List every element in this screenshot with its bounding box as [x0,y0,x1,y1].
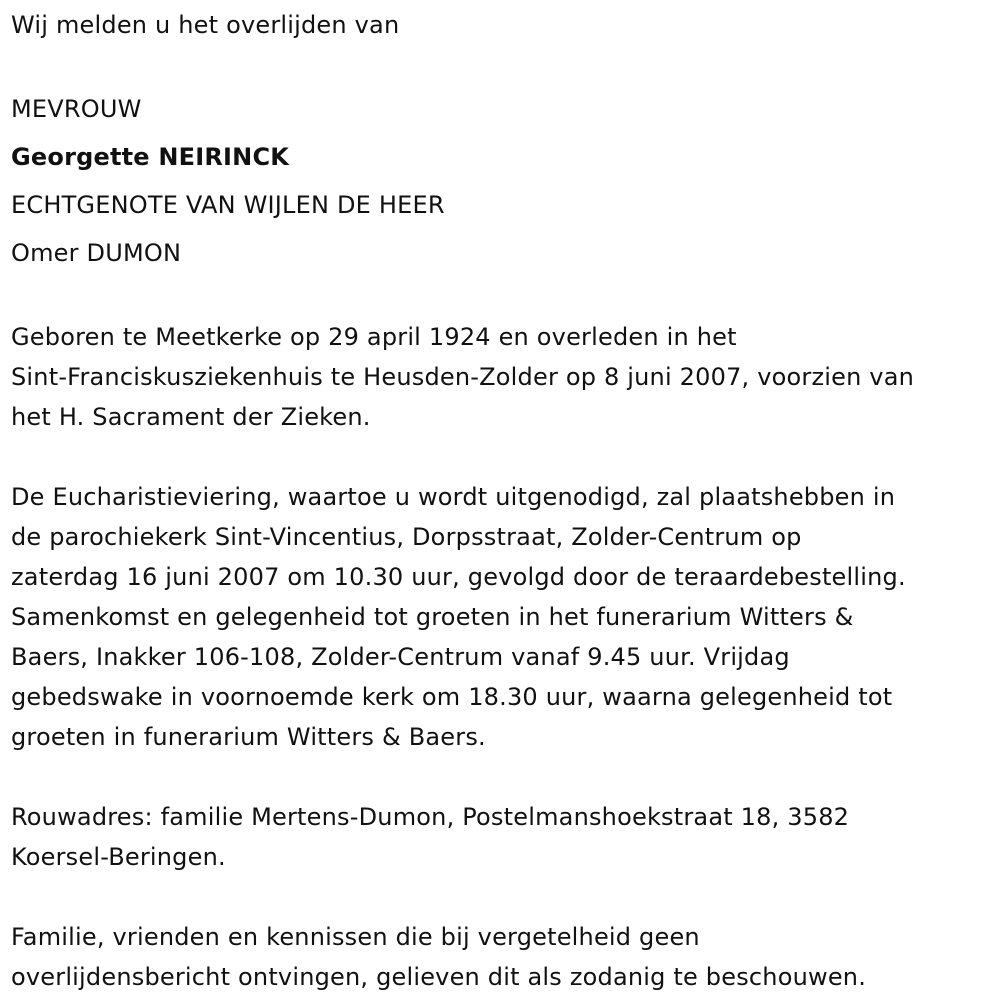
spacer [11,877,991,917]
text-line: de parochiekerk Sint-Vincentius, Dorpsstraat, Zolder-Centrum op [11,523,802,551]
text-line: gebedswake in voornoemde kerk om 18.30 uur, waarna gelegenheid tot [11,683,893,711]
text-line: Familie, vrienden en kennissen die bij vergetelheid geen [11,923,700,951]
address-paragraph [11,797,991,877]
spacer [11,757,991,797]
text-line: Geboren te Meetkerke op 29 april 1924 en overleden in het [11,323,737,351]
text-line: overlijdensbericht ontvingen, gelieven dit als zodanig te beschouwen. [11,963,867,991]
death-notice [11,0,991,997]
text-line: Sint-Franciskusziekenhuis te Heusden-Zolder op 8 juni 2007, voorzien van [11,363,915,391]
spacer [11,45,991,85]
closing-paragraph [11,917,991,997]
relation-text: ECHTGENOTE VAN WIJLEN DE HEER [11,191,445,219]
deceased-name: Georgette NEIRINCK [11,143,290,171]
text-line: De Eucharistieviering, waartoe u wordt uitgenodigd, zal plaatshebben in [11,483,896,511]
text-line: zaterdag 16 juni 2007 om 10.30 uur, gevolgd door de teraardebestelling. [11,563,906,591]
text-line: het H. Sacrament der Zieken. [11,403,371,431]
deceased-block [11,85,991,277]
spacer [11,437,991,477]
text-line: Koersel-Beringen. [11,843,226,871]
birth-death-paragraph [11,317,991,437]
ceremony-paragraph [11,477,991,757]
spouse-name: Omer DUMON [11,239,182,267]
intro-paragraph [11,5,991,45]
spacer [11,277,991,317]
text-line: Rouwadres: familie Mertens-Dumon, Postelmanshoekstraat 18, 3582 [11,803,850,831]
text-line: Baers, Inakker 106-108, Zolder-Centrum vanaf 9.45 uur. Vrijdag [11,643,790,671]
honorific: MEVROUW [11,95,142,123]
text-line: Samenkomst en gelegenheid tot groeten in het funerarium Witters & [11,603,854,631]
text-line: groeten in funerarium Witters & Baers. [11,723,486,751]
intro-text: Wij melden u het overlijden van [11,11,400,39]
